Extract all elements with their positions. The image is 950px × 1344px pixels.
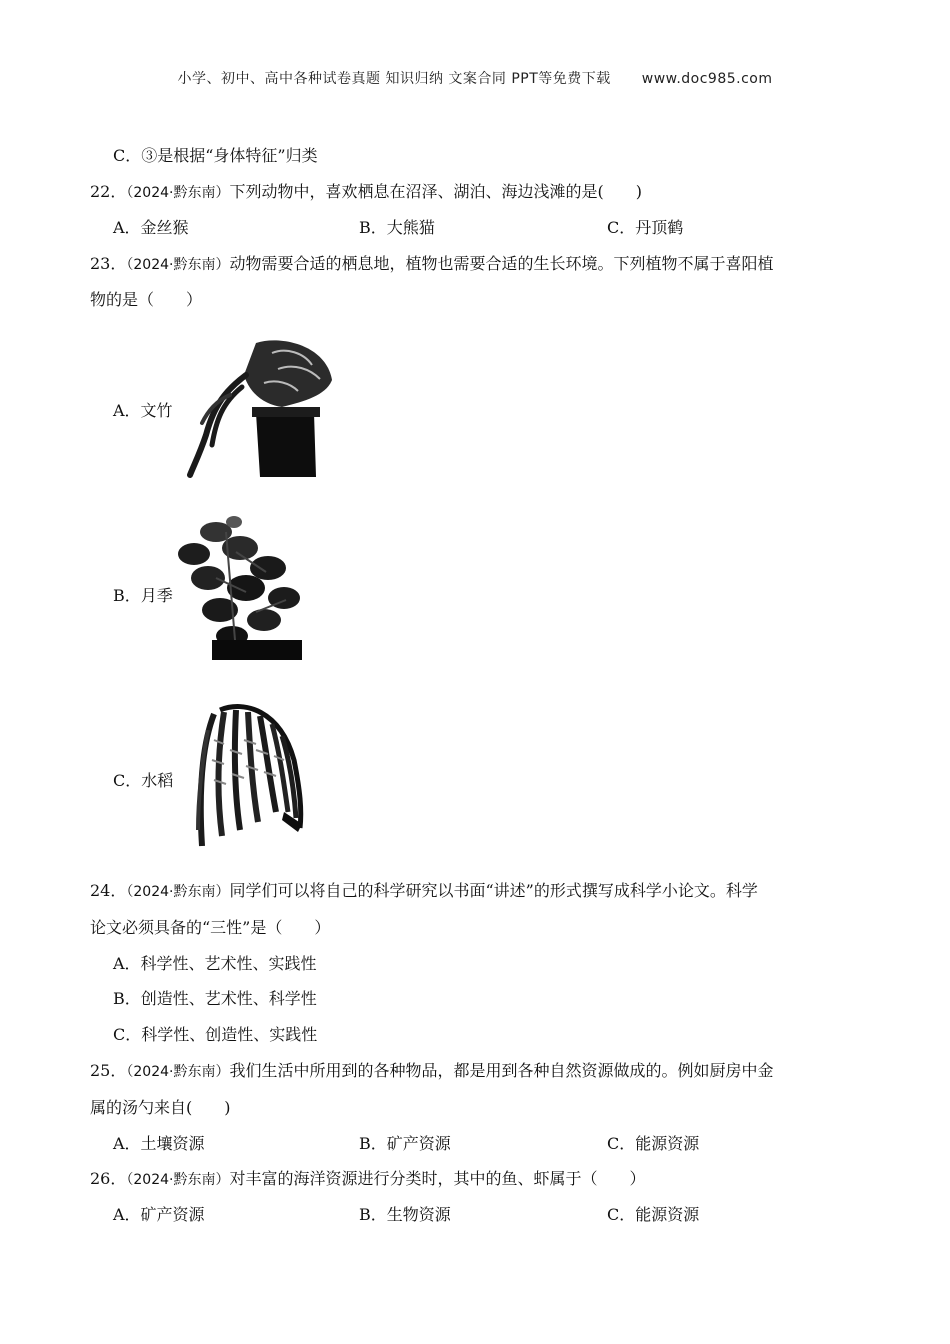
q23-source: （2024·黔东南） <box>126 257 230 273</box>
q25-source: （2024·黔东南） <box>126 1064 230 1080</box>
q26-source: （2024·黔东南） <box>126 1172 230 1188</box>
q24-text: 同学们可以将自己的科学研究以书面“讲述”的形式撰写成科学小论文。科学 <box>229 881 758 900</box>
potted-asparagus-fern-photo <box>186 335 334 481</box>
q25-number: 25． <box>90 1061 127 1080</box>
q22-number: 22． <box>90 182 127 201</box>
q22-option-c: C．丹顶鹤 <box>607 218 684 237</box>
q21-option-c: C．③是根据“身体特征”归类 <box>113 146 318 165</box>
q24-number: 24． <box>90 881 127 900</box>
rice-plant-photo <box>184 700 304 850</box>
q25-option-c: C．能源资源 <box>607 1134 700 1153</box>
q22-stem <box>90 181 642 204</box>
q23-option-b: B．月季 <box>113 586 173 605</box>
q26-option-b: B．生物资源 <box>359 1205 451 1224</box>
q25-option-b: B．矿产资源 <box>359 1134 451 1153</box>
header-text: 小学、初中、高中各种试卷真题 知识归纳 文案合同 PPT等免费下载 <box>177 71 611 87</box>
q23-stem-line2: 物的是（ ） <box>90 290 203 309</box>
q22-option-a: A．金丝猴 <box>113 218 189 237</box>
q23-number: 23． <box>90 254 127 273</box>
q24-stem-line2: 论文必须具备的“三性”是（ ） <box>90 918 331 937</box>
page-header <box>0 68 950 88</box>
q24-option-a: A．科学性、艺术性、实践性 <box>113 954 317 973</box>
q25-stem-line2: 属的汤勺来自( ) <box>90 1098 231 1117</box>
header-site: www.doc985.com <box>641 71 773 87</box>
q26-option-a: A．矿产资源 <box>113 1205 205 1224</box>
q25-text: 我们生活中所用到的各种物品，都是用到各种自然资源做成的。例如厨房中金 <box>229 1061 774 1080</box>
q24-source: （2024·黔东南） <box>126 884 230 900</box>
q26-text: 对丰富的海洋资源进行分类时，其中的鱼、虾属于（ ） <box>229 1169 646 1188</box>
q22-text: 下列动物中，喜欢栖息在沼泽、湖泊、海边浅滩的是( ) <box>229 182 642 201</box>
q25-options <box>0 1133 950 1155</box>
q26-options <box>0 1204 950 1226</box>
q26-stem <box>90 1168 645 1191</box>
potted-rose-photo <box>176 512 302 660</box>
q26-option-c: C．能源资源 <box>607 1205 700 1224</box>
q23-option-a: A．文竹 <box>113 401 173 420</box>
q24-option-b: B．创造性、艺术性、科学性 <box>113 989 317 1008</box>
q23-stem-line1 <box>90 253 773 276</box>
q26-number: 26． <box>90 1169 127 1188</box>
q24-option-c: C．科学性、创造性、实践性 <box>113 1025 318 1044</box>
q23-option-c: C．水稻 <box>113 771 174 790</box>
q23-text: 动物需要合适的栖息地，植物也需要合适的生长环境。下列植物不属于喜阳植 <box>229 254 774 273</box>
q22-source: （2024·黔东南） <box>126 185 230 201</box>
q22-option-b: B．大熊猫 <box>359 218 435 237</box>
q24-stem-line1 <box>90 880 758 903</box>
q22-options <box>0 217 950 239</box>
q25-stem-line1 <box>90 1060 773 1083</box>
q25-option-a: A．土壤资源 <box>113 1134 205 1153</box>
